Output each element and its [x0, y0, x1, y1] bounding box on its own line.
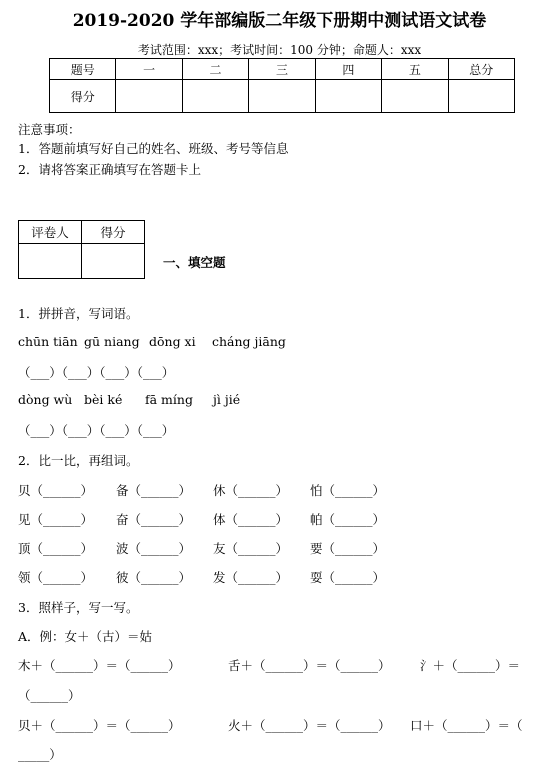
grader-header: 评卷人	[19, 221, 82, 244]
section-title: 一、填空题	[163, 255, 226, 270]
score-header-cell: 总分	[448, 59, 514, 80]
score-cell	[382, 80, 448, 113]
compare-item: 休（______）	[213, 483, 289, 498]
grader-cell	[19, 244, 82, 279]
score-header-cell: 三	[249, 59, 315, 80]
score-header-cell: 二	[182, 59, 248, 80]
score-header-cell: 题号	[50, 59, 116, 80]
exam-subtitle: 考试范围：xxx；考试时间：100 分钟；命题人：xxx	[137, 43, 422, 57]
score-cell	[315, 80, 381, 113]
compare-item: 怕（______）	[310, 483, 386, 498]
compose-item: 舌＋（______）＝（______）	[228, 658, 391, 673]
compare-item: 贝（______）	[18, 483, 94, 498]
compare-item: 帕（______）	[310, 512, 386, 527]
compare-item: 发（______）	[213, 570, 289, 585]
compose-item: 氵＋（______）＝	[420, 658, 521, 673]
score-cell	[182, 80, 248, 113]
score-table	[49, 58, 515, 113]
compose-item: 火＋（______）＝（______）	[228, 718, 391, 733]
compare-item: 顶（______）	[18, 541, 94, 556]
pinyin-item: jì jié	[213, 392, 241, 407]
compose-item: 木＋（______）＝（______）	[18, 658, 181, 673]
notes-item: 2．请将答案正确填写在答题卡上	[18, 162, 201, 177]
score-header-cell: 四	[315, 59, 381, 80]
compare-item: 友（______）	[213, 541, 289, 556]
compare-item: 彼（______）	[116, 570, 192, 585]
score-cell	[249, 80, 315, 113]
compare-item: 奋（______）	[116, 512, 192, 527]
grader-cell	[82, 244, 145, 279]
score-row-label: 得分	[50, 80, 116, 113]
score-header-cell: 五	[382, 59, 448, 80]
notes-heading: 注意事项：	[18, 122, 81, 137]
compare-item: 耍（______）	[310, 570, 386, 585]
pinyin-item: chūn tiān	[18, 334, 78, 349]
question-title: 3．照样子，写一写。	[18, 600, 139, 615]
question-title: 2．比一比，再组词。	[18, 453, 139, 468]
compare-item: 见（______）	[18, 512, 94, 527]
compare-item: 领（______）	[18, 570, 94, 585]
compose-item: （______）	[18, 688, 81, 703]
pinyin-item: dòng wù	[18, 392, 73, 407]
grader-header: 得分	[82, 221, 145, 244]
pinyin-item: cháng jiāng	[212, 334, 286, 349]
notes-item: 1．答题前填写好自己的姓名、班级、考号等信息	[18, 141, 289, 156]
compose-item: 贝＋（______）＝（______）	[18, 718, 181, 733]
compose-item: _____）	[18, 747, 62, 762]
score-header-cell: 一	[116, 59, 182, 80]
answer-blanks: （___）（___）（___）（___）	[18, 423, 175, 438]
question-title: 1．拼拼音，写词语。	[18, 306, 139, 321]
compose-item: 口＋（______）＝（	[410, 718, 523, 733]
compare-item: 体（______）	[213, 512, 289, 527]
pinyin-item: dōng xi	[149, 334, 196, 349]
answer-blanks: （___）（___）（___）（___）	[18, 365, 175, 380]
example-line: A．例：女＋（古）＝姑	[18, 629, 153, 644]
compare-item: 要（______）	[310, 541, 386, 556]
compare-item: 备（______）	[116, 483, 192, 498]
score-cell	[116, 80, 182, 113]
exam-title: 2019-2020 学年部编版二年级下册期中测试语文试卷	[72, 11, 487, 31]
compare-item: 波（______）	[116, 541, 192, 556]
score-cell	[448, 80, 514, 113]
pinyin-item: fā míng	[145, 392, 193, 407]
pinyin-item: gū niang	[84, 334, 140, 349]
grader-table	[18, 220, 145, 279]
pinyin-item: bèi ké	[84, 392, 123, 407]
